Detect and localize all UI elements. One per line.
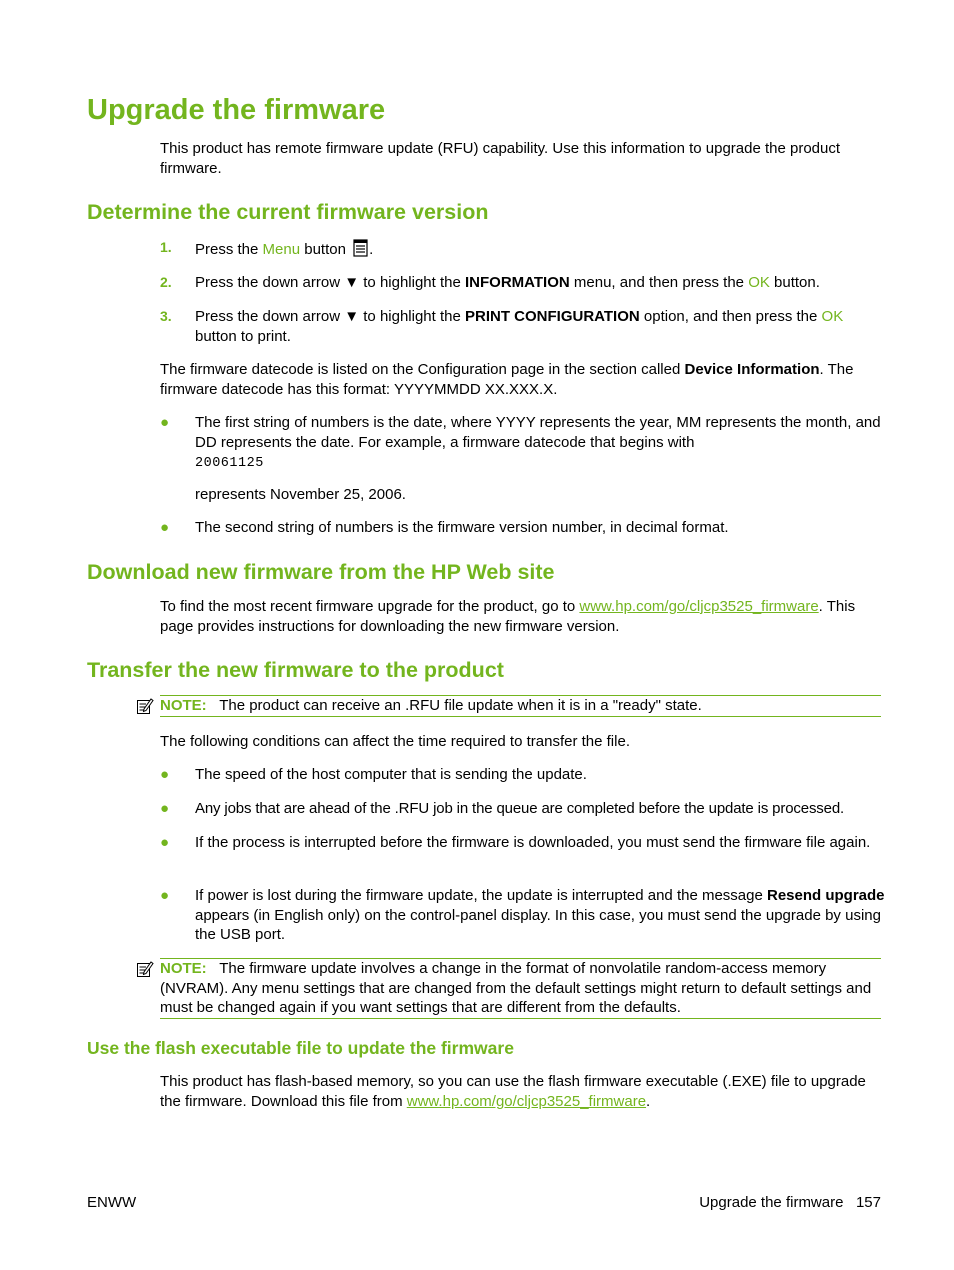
device-information-term: Device Information xyxy=(684,361,820,378)
bullet-item: Any jobs that are ahead of the .RFU job in the queue are completed before the update is processed. xyxy=(195,800,845,817)
bullet-item: The second string of numbers is the firmware version number, in decimal format. xyxy=(195,519,729,536)
down-arrow-icon: ▼ xyxy=(344,274,360,291)
bullet-item: The speed of the host computer that is sending the update. xyxy=(195,766,587,783)
footer-right xyxy=(699,1193,881,1213)
down-arrow-icon: ▼ xyxy=(344,308,360,325)
paragraph-text: This product has flash-based memory, so you can use the flash firmware executable (.EXE) file to upgrade the firmware. Download this file from xyxy=(160,1073,866,1110)
step-text: button to print. xyxy=(195,327,291,345)
menu-button-label: Menu xyxy=(262,241,301,258)
bullet-text: appears (in English only) on the control-panel display. In this case, you must send the upgrade by using the USB port. xyxy=(195,906,881,943)
bullet-text: If power is lost during the firmware update, the update is interrupted and the message xyxy=(195,887,767,904)
step-text: to highlight the xyxy=(359,308,466,325)
step-number: 2. xyxy=(160,274,172,290)
datecode-example: 20061125 xyxy=(195,456,264,471)
paragraph-text: . This page provides instructions for downloading the new firmware version. xyxy=(160,598,856,635)
step-3 xyxy=(195,307,885,346)
step-text: button. xyxy=(769,274,820,291)
note-text: The product can receive an .RFU file update when it is in a "ready" state. xyxy=(219,697,702,714)
bullet-icon: ● xyxy=(160,766,170,783)
firmware-link[interactable]: www.hp.com/go/cljcp3525_firmware xyxy=(406,1092,647,1110)
bullet-icon: ● xyxy=(160,800,170,817)
bullet-text: The first string of numbers is the date, where YYYY represents the year, MM represents the month, and DD represents the date. For example, a firmware datecode that begins with xyxy=(195,414,881,451)
bullet-item: If the process is interrupted before the firmware is downloaded, you must send the firmware file again. xyxy=(195,834,871,851)
flash-paragraph xyxy=(160,1072,884,1111)
step-text: Press the xyxy=(195,241,263,258)
bullet-icon: ● xyxy=(160,414,170,431)
footer-left: ENWW xyxy=(87,1194,137,1211)
section-heading-transfer: Transfer the new firmware to the product xyxy=(87,658,504,682)
firmware-link[interactable]: www.hp.com/go/cljcp3525_firmware xyxy=(579,598,819,615)
resend-upgrade-message: Resend upgrade xyxy=(767,887,885,904)
step-text: Press the down arrow xyxy=(195,274,345,291)
step-2 xyxy=(195,273,885,293)
step-option-name: PRINT CONFIGURATION xyxy=(465,308,640,325)
page-number: 157 xyxy=(855,1194,881,1211)
note-label: NOTE: xyxy=(160,697,207,714)
note-icon xyxy=(136,697,154,721)
bullet-item xyxy=(195,886,885,945)
step-text: option, and then press the xyxy=(639,308,822,325)
download-paragraph xyxy=(160,597,884,636)
conditions-paragraph: The following conditions can affect the time required to transfer the file. xyxy=(160,733,630,750)
datecode-paragraph xyxy=(160,360,884,399)
bullet-icon: ● xyxy=(160,519,170,536)
note-icon xyxy=(136,960,154,984)
bullet-item xyxy=(195,413,885,474)
ok-button-label: OK xyxy=(821,308,844,325)
paragraph-text: To find the most recent firmware upgrade for the product, go to xyxy=(160,598,580,615)
step-text: Press the down arrow xyxy=(195,308,345,325)
intro-paragraph: This product has remote firmware update (RFU) capability. Use this information to upgrade the product firmware. xyxy=(160,140,841,177)
note-text: The firmware update involves a change in the format of nonvolatile random-access memory (NVRAM). Any menu settings that are changed from the default settings might return to default settings and must be changed again if you want settings that are different from the defaults. xyxy=(160,960,872,1016)
bullet-icon: ● xyxy=(160,887,170,904)
ok-button-label: OK xyxy=(748,274,770,291)
step-text: button xyxy=(300,241,351,258)
section-heading-determine-version: Determine the current firmware version xyxy=(87,200,489,224)
note-box xyxy=(160,958,881,1019)
step-menu-name: INFORMATION xyxy=(465,274,570,291)
note-box xyxy=(160,695,881,717)
menu-button-icon xyxy=(353,239,369,263)
bullet-icon: ● xyxy=(160,834,170,851)
page-title: Upgrade the firmware xyxy=(87,94,386,126)
section-heading-download: Download new firmware from the HP Web site xyxy=(87,560,555,584)
step-text: to highlight the xyxy=(359,274,466,291)
paragraph-text: . The firmware datecode has this format: YYYYMMDD XX.XXX.X. xyxy=(160,361,854,398)
section-heading-flash: Use the flash executable file to update the firmware xyxy=(87,1038,514,1058)
step-number: 3. xyxy=(160,308,172,324)
step-text: menu, and then press the xyxy=(569,274,749,291)
footer-title: Upgrade the firmware xyxy=(699,1194,844,1211)
paragraph-text: The firmware datecode is listed on the Configuration page in the section called xyxy=(160,361,685,378)
bullet-continuation: represents November 25, 2006. xyxy=(195,486,406,503)
paragraph-text: . xyxy=(646,1092,651,1110)
note-label: NOTE: xyxy=(160,960,207,977)
step-number: 1. xyxy=(160,239,172,255)
step-1: Press the Menu button . xyxy=(195,239,885,263)
